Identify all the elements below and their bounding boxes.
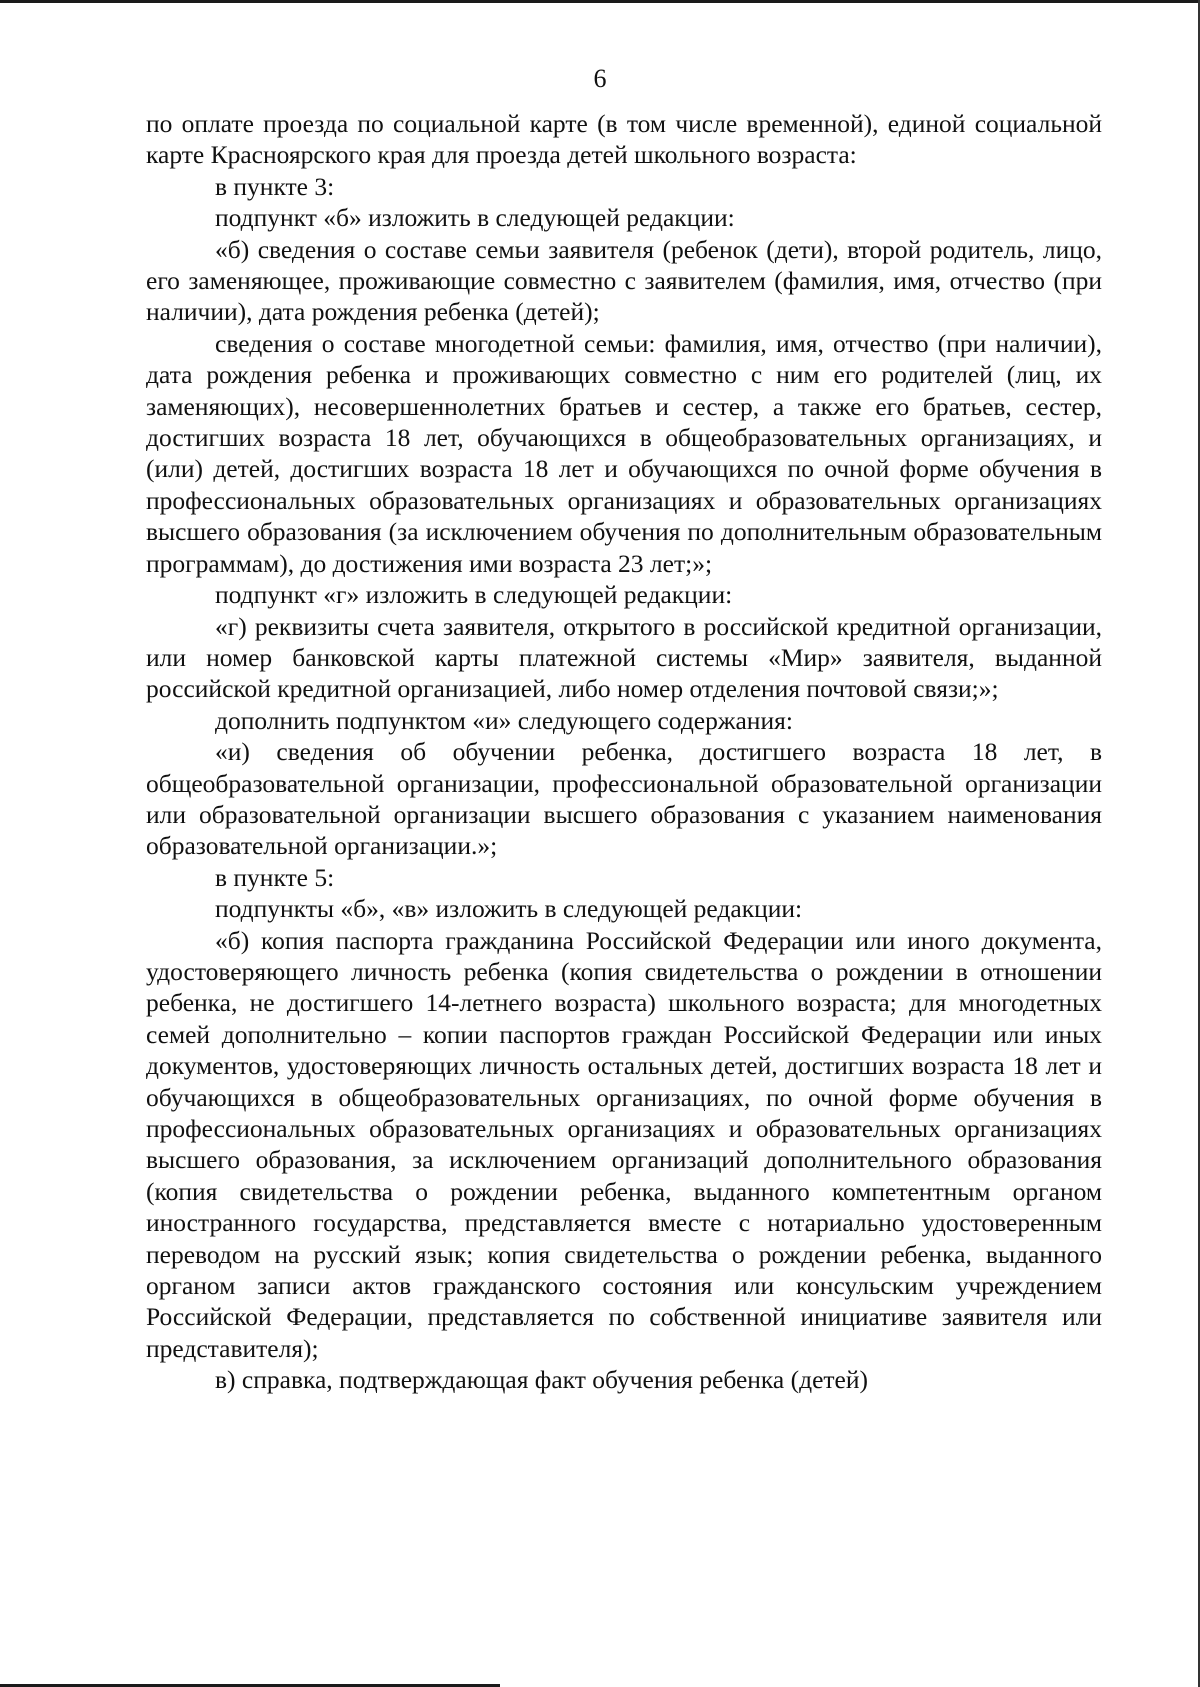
paragraph-large-family: сведения о составе многодетной семьи: фамилия, имя, отчество (при наличии), дата рождения ребенка и проживающих совместно с ним его родителей (лиц, их заменяющих), несовершеннолетних братьев и сестер, а также его братьев, сестер, достигших возраста 18 лет, обучающихся в общеобразовательных организациях, и (или) детей, достигших возраста 18 лет и обучающихся по очной форме обучения в профессиональных образовательных организациях и образовательных организациях высшего образования (за исключением обучения по дополнительным образовательным программам), до достижения ими возраста 23 лет;»;: [146, 328, 1102, 578]
paragraph-subpoint-b-intro: подпункт «б» изложить в следующей редакции:: [215, 203, 735, 233]
page-number: 6: [593, 64, 607, 93]
paragraph-point-5: в пункте 5:: [215, 862, 335, 892]
paragraph-subpoint-i-text: «и) сведения об обучении ребенка, достигшего возраста 18 лет, в общеобразовательной организации, профессиональной образовательной организации или образовательной организации высшего образования с указанием наименования образовательной организации.»;: [146, 737, 1102, 861]
paragraph-subpoints-b-v-intro: подпункты «б», «в» изложить в следующей редакции:: [215, 894, 803, 924]
paragraph-continuation: по оплате проезда по социальной карте (в том числе временной), единой социальной карте Красноярского края для проезда детей школьного возраста:: [146, 109, 1102, 170]
paragraph-subpoint-g-text: «г) реквизиты счета заявителя, открытого в российской кредитной организации, или номер банковской карты платежной системы «Мир» заявителя, выданной российской кредитной организацией, либо номер отделения почтовой связи;»;: [146, 611, 1102, 704]
document-body: [146, 108, 1102, 1396]
paragraph-subpoint-i-intro: дополнить подпунктом «и» следующего содержания:: [215, 705, 793, 735]
scan-border-top: [0, 0, 1200, 3]
paragraph-subpoint-b-text: «б) сведения о составе семьи заявителя (ребенок (дети), второй родитель, лицо, его заменяющее, проживающие совместно с заявителем (фамилия, имя, отчество (при наличии), дата рождения ребенка (детей);: [146, 234, 1102, 327]
paragraph-subpoint-v-certificate: в) справка, подтверждающая факт обучения ребенка (детей): [215, 1365, 869, 1395]
paragraph-subpoint-g-intro: подпункт «г» изложить в следующей редакции:: [215, 580, 733, 610]
paragraph-point-3: в пункте 3:: [215, 171, 335, 201]
paragraph-subpoint-b-passport: «б) копия паспорта гражданина Российской Федерации или иного документа, удостоверяющего личность ребенка (копия свидетельства о рождении в отношении ребенка, не достигшего 14-летнего возраста) школьного возраста; для многодетных семей дополнительно – копии паспортов граждан Российской Федерации или иных документов, удостоверяющих личность остальных детей, достигших возраста 18 лет и обучающихся в общеобразовательных организациях, по очной форме обучения в профессиональных образовательных организациях и образовательных организациях высшего образования, за исключением организаций дополнительного образования (копия свидетельства о рождении ребенка, выданного компетентным органом иностранного государства, представляется вместе с нотариально удостоверенным переводом на русский язык; копия свидетельства о рождении ребенка, выданного органом записи актов гражданского состояния или консульским учреждением Российской Федерации, представляется по собственной инициативе заявителя или представителя);: [146, 925, 1102, 1363]
